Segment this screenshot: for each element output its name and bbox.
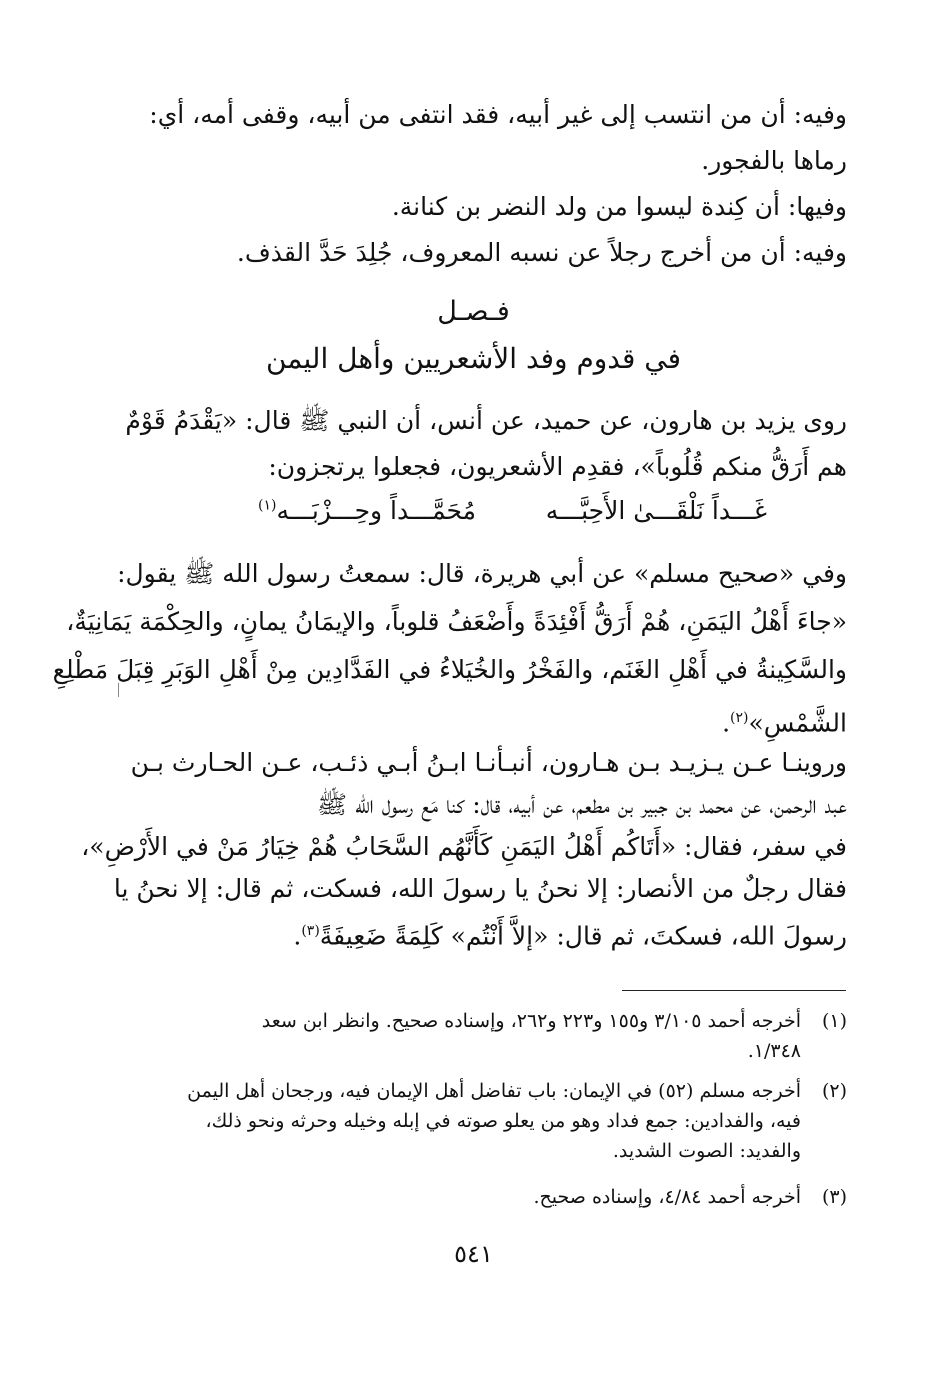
footnote-separator (622, 990, 846, 991)
footnote-ref: (٣) (301, 923, 320, 939)
text-line: ١/٣٤٨. (747, 1040, 801, 1062)
text-line: والسَّكِينةُ في أَهْلِ الغَنَم، والفَخْرُ والخُيَلاءُ في الفَدَّادِين مِنْ أَهْلِ الوَبَرِ قِبَلَ مَطْلِعِ (52, 655, 847, 684)
text-line: «جاءَ أَهْلُ اليَمَنِ، هُمْ أَرَقُّ أَفْئِدَةً وأَضْعَفُ قلوباً، والإيمَانُ يمانٍ، والحِكْمَة يَمَانِيَةٌ، (66, 607, 847, 636)
text-line: أخرجه مسلم (٥٢) في الإيمان: باب تفاضل أهل الإيمان فيه، ورجحان أهل اليمن (187, 1080, 801, 1102)
section-label: فـصـل (437, 296, 510, 327)
footnote-number: (٣) (821, 1186, 847, 1208)
verse-hemistich-right: غَـــداً نَلْقَـــىٰ الأَحِبَّـــه (545, 496, 767, 525)
footnote-number: (١) (821, 1010, 847, 1032)
verse-text: مُحَمَّـــداً وحِـــزْبَـــه (276, 496, 477, 525)
text-line: أخرجه أحمد ٣/١٠٥ و١٥٥ و٢٢٣ و٢٦٢، وإسناده صحيح. وانظر ابن سعد (261, 1010, 801, 1032)
text-line: رسولَ الله، فسكتَ، ثم قال: «إلاَّ أَنْتُم» كَلِمَةً ضَعِيفَةً$^{(٣)}$. (293, 921, 847, 951)
text-line: روى يزيد بن هارون، عن حميد، عن أنس، أن النبي ﷺ قال: «يَقْدَمُ قَوْمٌ (125, 406, 847, 435)
text-line: الشَّمْسِ»$^{(٢)}$. (722, 708, 847, 738)
footnote-ref: (١) (258, 497, 277, 514)
text-line: وروينـا عـن يـزيـد بـن هـارون، أنبـأنـا ابـنُ أبـي ذئـب، عـن الحـارث بـن (130, 748, 847, 777)
text-segment: الشَّمْسِ» (748, 708, 847, 738)
text-line: والفديد: الصوت الشديد. (612, 1140, 801, 1162)
text-line: في سفر، فقال: «أَتَاكُم أَهْلُ اليَمَنِ كَأَنَّهُم السَّحَابُ هُمْ خِيَارُ مَنْ في الأَرْضِ»، (81, 832, 847, 861)
footnote-3 (180, 1182, 847, 1214)
paragraph-anas (125, 398, 847, 490)
paragraph-kinda (180, 184, 847, 230)
verse-hemistich-left (258, 496, 476, 525)
page-number: ٥٤١ (454, 1240, 493, 1268)
paragraph-muslim (52, 550, 847, 747)
footnote-2 (180, 1076, 847, 1172)
text-line: عبد الرحمن، عن محمد بن جبير بن مطعم، عن أبيه، قال: كنا مَع رسول الله ﷺ (316, 790, 847, 819)
footnote-number: (٢) (821, 1080, 847, 1102)
footnote-text (180, 1076, 801, 1166)
footnote-text (180, 1182, 801, 1212)
text-segment: رسولَ الله، فسكتَ، ثم قال: «إلاَّ أَنْتُم» كَلِمَةً ضَعِيفَةً (319, 921, 847, 951)
paragraph-harith (81, 742, 847, 957)
text-line: فيه، والفدادين: جمع فداد وهو من يعلو صوته في إبله وخيله وحرثه ونحو ذلك، (205, 1110, 801, 1132)
footnote-text (180, 1006, 801, 1066)
text-line: وفيه: أن من أخرج رجلاً عن نسبه المعروف، جُلِدَ حَدَّ القذف. (236, 238, 847, 267)
footnote-ref: (٢) (730, 710, 749, 726)
text-line: وفيه: أن من انتسب إلى غير أبيه، فقد انتفى من أبيه، وقفى أمه، أي: (149, 100, 847, 129)
paragraph-qadhf (180, 230, 847, 276)
text-line: أخرجه أحمد ٤/٨٤، وإسناده صحيح. (533, 1186, 801, 1208)
footnote-1 (180, 1006, 847, 1070)
text-line: هم أَرَقُّ منكم قُلُوباً»، فقدِم الأشعريون، فجعلوا يرتجزون: (268, 452, 847, 481)
text-line: وفي «صحيح مسلم» عن أبي هريرة، قال: سمعتُ رسول الله ﷺ يقول: (117, 559, 847, 588)
paragraph-nasab (149, 92, 847, 184)
text-line: وفيها: أن كِندة ليسوا من ولد النضر بن كنانة. (391, 192, 847, 221)
text-line: فقال رجلٌ من الأنصار: إلا نحنُ يا رسولَ الله، فسكت، ثم قال: إلا نحنُ يا (113, 874, 847, 903)
text-line: رماها بالفجور. (701, 146, 847, 175)
section-title: في قدوم وفد الأشعريين وأهل اليمن (265, 342, 682, 375)
scan-mark (118, 683, 120, 697)
